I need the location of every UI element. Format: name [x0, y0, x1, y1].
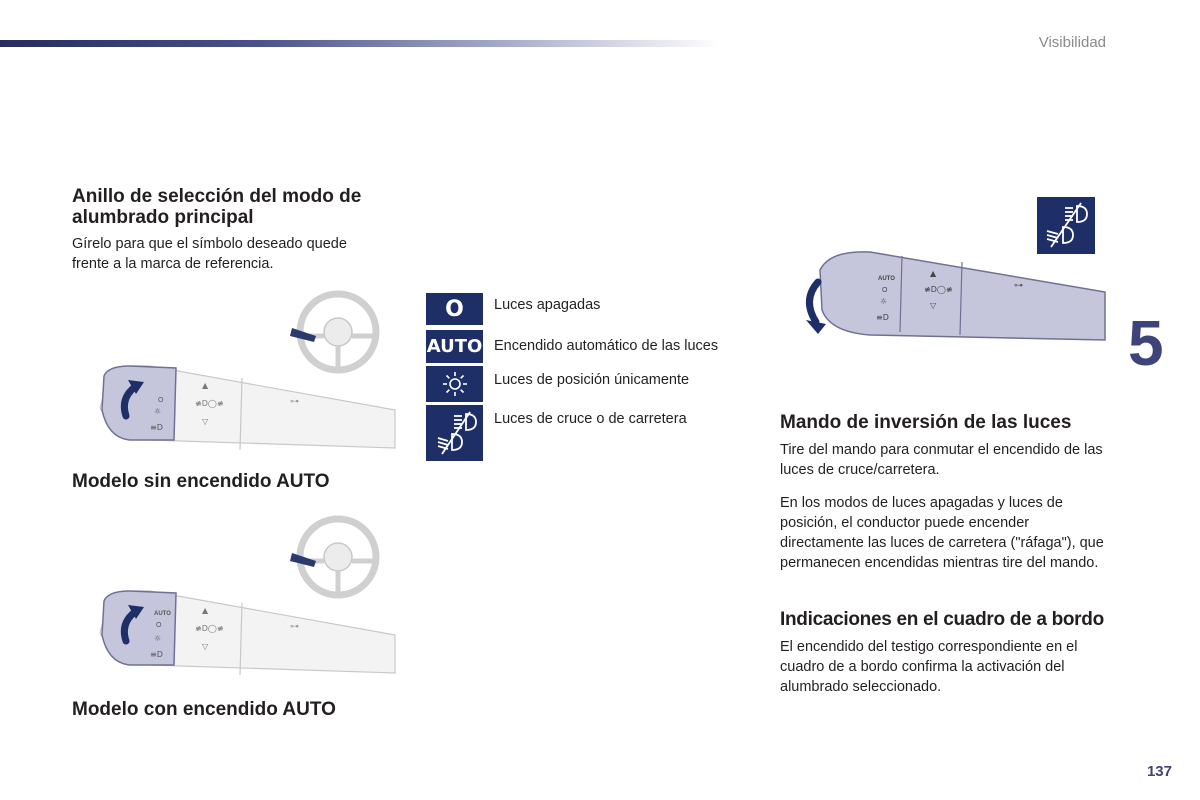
key-row-beams [426, 405, 687, 461]
ring-title: Anillo de selección del modo de alumbrado principal [72, 186, 362, 228]
off-icon: O [426, 293, 483, 325]
key-row-off [426, 293, 600, 325]
svg-text:O: O [156, 622, 162, 629]
svg-text:☼: ☼ [154, 634, 162, 643]
key-row-auto [426, 330, 718, 363]
svg-text:⊶: ⊶ [1014, 281, 1023, 291]
key-label-auto: Encendido automático de las luces [494, 338, 719, 354]
svg-text:O: O [158, 397, 164, 404]
svg-text:⊶: ⊶ [290, 397, 299, 407]
svg-text:⊶: ⊶ [290, 622, 299, 632]
model-no-auto-caption: Modelo sin encendido AUTO [72, 471, 330, 492]
key-label-beams: Luces de cruce o de carretera [494, 411, 687, 427]
svg-text:▲: ▲ [202, 381, 209, 390]
steering-wheel-icon [300, 519, 376, 595]
auto-icon: AUTO [426, 330, 483, 363]
svg-text:≡D: ≡D [150, 650, 163, 659]
key-label-off: Luces apagadas [494, 297, 601, 313]
dipped-main-beam-icon [426, 405, 483, 461]
svg-text:▲: ▲ [202, 606, 209, 615]
svg-text:▽: ▽ [202, 642, 209, 651]
indicator-title: Indicaciones en el cuadro de a bordo [780, 609, 1104, 630]
svg-text:≡D: ≡D [150, 423, 163, 432]
svg-text:☼: ☼ [154, 407, 162, 416]
indicator-paragraph: El encendido del testigo correspondiente en el cuadro de a bordo confirma la activación del alumbrado seleccionado. [780, 639, 1078, 695]
section-title: Visibilidad [1038, 34, 1106, 51]
invert-title: Mando de inversión de las luces [780, 412, 1072, 433]
header-bar [0, 40, 720, 47]
steering-wheel-icon [300, 294, 376, 370]
svg-text:≡D: ≡D [876, 313, 889, 322]
svg-text:▽: ▽ [930, 301, 937, 310]
key-label-sidelights: Luces de posición únicamente [494, 372, 690, 388]
svg-text:☼: ☼ [880, 297, 888, 306]
svg-text:≢D◯≢: ≢D◯≢ [195, 399, 224, 408]
svg-text:≢D◯≢: ≢D◯≢ [195, 624, 224, 633]
stalk-pull-illustration [790, 240, 1110, 345]
svg-text:▽: ▽ [202, 417, 209, 426]
stalk-no-auto-illustration [90, 290, 400, 465]
stalk-auto-illustration [90, 515, 400, 690]
sidelights-icon [426, 366, 483, 402]
page-number: 137 [1146, 763, 1172, 780]
svg-text:O: O [882, 287, 888, 294]
svg-text:AUTO: AUTO [154, 611, 171, 617]
chapter-number: 5 [1128, 307, 1162, 379]
svg-text:AUTO: AUTO [878, 276, 895, 282]
svg-text:▲: ▲ [930, 269, 937, 278]
svg-text:≢D◯≢: ≢D◯≢ [924, 285, 953, 294]
invert-paragraph-2: En los modos de luces apagadas y luces de posición, el conductor puede encender directamente las luces de carretera ("ráfaga"), que permanecen encendidas mientras tire del mando. [780, 495, 1104, 571]
ring-description: Gírelo para que el símbolo deseado quede frente a la marca de referencia. [72, 236, 347, 272]
key-row-sidelights [426, 366, 689, 402]
invert-paragraph-1: Tire del mando para conmutar el encendido de las luces de cruce/carretera. [780, 442, 1103, 478]
model-auto-caption: Modelo con encendido AUTO [72, 699, 336, 720]
